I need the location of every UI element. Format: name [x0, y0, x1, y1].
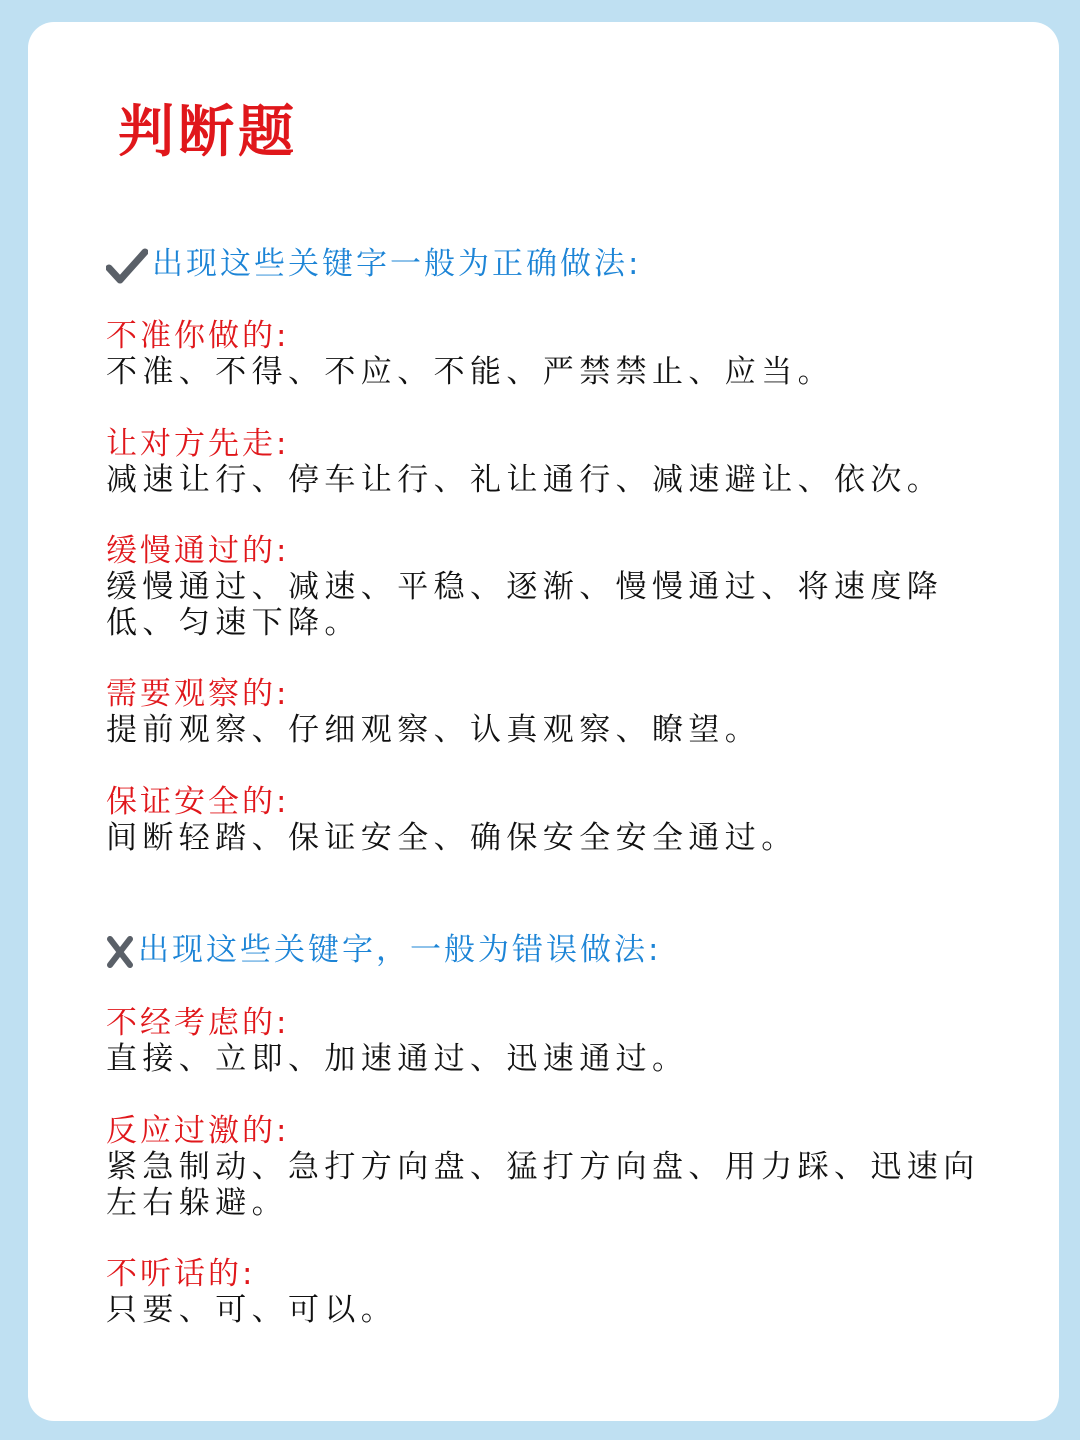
- group-label: 不准你做的:: [106, 318, 290, 354]
- group-items: 不准、不得、不应、不能、严禁禁止、应当。: [106, 354, 834, 390]
- group-items: 提前观察、仔细观察、认真观察、瞭望。: [106, 712, 762, 748]
- group-items: 只要、可、可以。: [106, 1292, 398, 1328]
- group-label: 缓慢通过的:: [106, 533, 290, 569]
- cross-mark-icon: [106, 936, 134, 968]
- correct-section-header-text: 出现这些关键字一般为正确做法:: [152, 246, 642, 282]
- wrong-section-header: [106, 932, 661, 968]
- group-label: 不经考虑的:: [106, 1005, 290, 1041]
- correct-group-safety: [106, 784, 996, 856]
- correct-group-observe: [106, 676, 996, 748]
- wrong-group-disobey: [106, 1256, 996, 1328]
- wrong-group-rash: [106, 1005, 996, 1077]
- correct-group-yield: [106, 426, 996, 498]
- correct-section-header: [106, 246, 641, 284]
- correct-group-slow: [106, 533, 996, 641]
- group-label: 需要观察的:: [106, 676, 290, 712]
- group-label: 反应过激的:: [106, 1113, 290, 1149]
- group-label: 保证安全的:: [106, 784, 290, 820]
- group-items: 减速让行、停车让行、礼让通行、减速避让、依次。: [106, 462, 944, 498]
- page-title: 判断题: [118, 99, 298, 165]
- group-items: 紧急制动、急打方向盘、猛打方向盘、用力踩、迅速向左右躲避。: [106, 1149, 980, 1221]
- correct-group-forbidden: [106, 318, 996, 390]
- wrong-group-overreact: [106, 1113, 996, 1221]
- group-items: 缓慢通过、减速、平稳、逐渐、慢慢通过、将速度降低、匀速下降。: [106, 569, 944, 641]
- check-mark-icon: [106, 248, 148, 284]
- group-items: 间断轻踏、保证安全、确保安全安全通过。: [106, 820, 798, 856]
- group-label: 让对方先走:: [106, 426, 290, 462]
- group-items: 直接、立即、加速通过、迅速通过。: [106, 1041, 689, 1077]
- group-label: 不听话的:: [106, 1256, 256, 1292]
- wrong-section-header-text: 出现这些关键字，一般为错误做法:: [138, 932, 662, 968]
